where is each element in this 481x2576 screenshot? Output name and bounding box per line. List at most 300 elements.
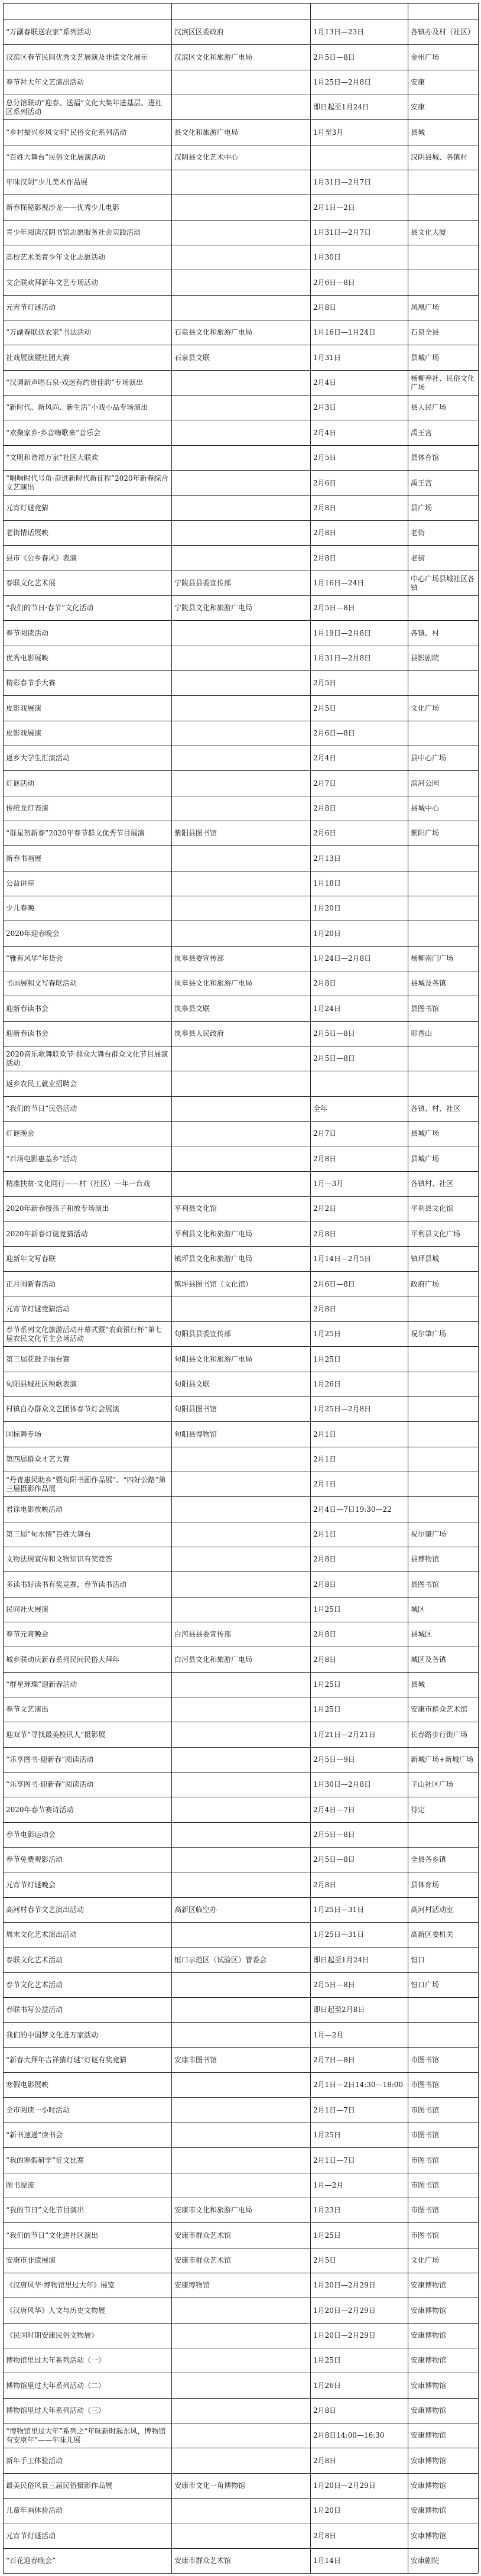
activity-name-cell: 皮影戏展演 — [6, 729, 42, 737]
location-cell — [408, 596, 478, 620]
location-cell: 县城广场 — [411, 1129, 440, 1138]
organizer-cell — [172, 1673, 310, 1697]
organizer-cell — [172, 2173, 310, 2198]
activity-name-cell: 周末文化艺术演出活动 — [6, 1930, 77, 1939]
time-cell: 2月5日 — [313, 453, 337, 462]
activity-name-cell: 博物馆里过大年系列活动（二） — [6, 2381, 106, 2390]
location-cell: 县城广场 — [411, 353, 440, 362]
organizer-cell — [172, 1722, 310, 1747]
time-cell: 2月4日 — [313, 754, 337, 762]
activity-name-cell: 元宵节灯谜晚会 — [6, 1880, 56, 1889]
organizer-cell — [172, 2073, 310, 2097]
time-cell: 2月8日 — [313, 1655, 337, 1664]
location-cell: 县影剧院 — [411, 654, 440, 662]
location-cell — [408, 1472, 478, 1496]
location-cell: 新城广场+新城广场 — [411, 1755, 474, 1764]
time-cell: 1月20日 — [313, 904, 341, 912]
organizer-cell — [172, 2523, 310, 2548]
activity-name-cell: 高校艺术类青少年文化志愿活动 — [6, 253, 106, 261]
location-cell: 杨柳南门广场 — [411, 954, 454, 963]
activity-name-cell: “汉调新声唱石泉·戏迷有约贵佳韵”专场演出 — [6, 378, 144, 387]
organizer-cell: 汉滨区区委政府 — [174, 28, 225, 36]
activity-name-cell: 第三届“旬水情”百姓大舞台 — [6, 1530, 92, 1538]
activity-name-cell: 迎新春读书会 — [6, 1029, 49, 1038]
time-cell: 即日起至2月8日 — [313, 2005, 365, 2014]
activity-name-cell: 国标舞专场 — [6, 1430, 42, 1438]
time-cell: 2月5日—9日 — [313, 1755, 355, 1764]
location-cell: 文化广场 — [411, 704, 440, 712]
time-cell: 1月31日—2月8日 — [313, 654, 372, 662]
organizer-cell — [172, 371, 310, 395]
activity-name-cell: 社戏展演暨社团大赛 — [6, 353, 70, 362]
activity-name-cell: 返乡大学生汇演活动 — [6, 754, 70, 762]
time-cell — [311, 145, 408, 170]
activity-name-cell: 2020年春节赛诗活动 — [6, 1805, 74, 1814]
location-cell — [408, 721, 478, 746]
activity-name-cell: 春节元宵晚会 — [6, 1630, 49, 1638]
location-cell: 老街 — [411, 553, 425, 562]
location-cell: 文化广场 — [411, 2256, 440, 2264]
organizer-cell — [172, 471, 310, 495]
time-cell: 2月6日 — [313, 478, 337, 487]
time-cell: 1月24日 — [313, 1004, 341, 1013]
activity-name-cell: 老街情话展映 — [6, 529, 49, 537]
activity-name-cell: 新年手工体验活动 — [6, 2456, 63, 2465]
header-activity-name — [4, 4, 171, 20]
location-cell — [408, 1823, 478, 1847]
location-cell: 县博物馆 — [411, 1555, 440, 1563]
location-cell: 镇坪县城 — [411, 1255, 440, 1263]
activity-name-cell: 最美民俗风景三届民俗摄影作品展 — [6, 2481, 113, 2490]
organizer-cell — [172, 1748, 310, 1772]
activity-name-cell: 新春探秘影视沙龙——优秀少儿电影 — [6, 203, 120, 212]
location-cell — [408, 1998, 478, 2022]
activity-name-cell: “欢聚家乡·乡音嗨歌来”音乐会 — [6, 428, 101, 437]
time-cell: 1月—2月 — [313, 2181, 344, 2189]
organizer-cell — [172, 1472, 310, 1496]
time-cell: 1月20日—2月29日 — [313, 2481, 376, 2490]
time-cell: 1月16日—24日 — [313, 579, 365, 587]
location-cell: 各镇、村 — [411, 628, 440, 637]
organizer-cell — [172, 546, 310, 571]
organizer-cell: 安康市文化一角博物馆 — [174, 2481, 246, 2490]
time-cell: 1月19日—2月8日 — [313, 628, 372, 637]
location-cell: 安康博物馆 — [411, 2406, 447, 2415]
activity-name-cell: “万副春联送农家”书法活动 — [6, 328, 92, 336]
organizer-cell — [172, 1547, 310, 1571]
organizer-cell — [172, 420, 310, 445]
location-cell: 市图书馆 — [411, 2156, 440, 2165]
location-cell: 汉阴县城、各镇村 — [411, 153, 468, 161]
location-cell — [408, 1046, 478, 1071]
location-cell: 耶香山 — [411, 1029, 433, 1038]
location-cell: 县城及各镇 — [411, 979, 447, 987]
location-cell: 安康博物馆 — [411, 2281, 447, 2289]
time-cell: 2月5日 — [313, 2256, 337, 2264]
activity-name-cell: 安康市非遗展演 — [6, 2256, 56, 2264]
time-cell: 2月7日 — [313, 1129, 337, 1138]
organizer-cell: 白河县县委宣传部 — [174, 1630, 232, 1638]
location-cell: 长春路步行街广场 — [411, 1730, 468, 1739]
activity-name-cell: 春节拜大年文艺演出活动 — [6, 78, 84, 86]
activity-name-cell: 第四届群众才艺大赛 — [6, 1455, 70, 1463]
activity-name-cell: 新春书画展 — [6, 854, 42, 863]
organizer-cell — [172, 1823, 310, 1847]
location-cell: 全县各乡镇 — [411, 1855, 447, 1864]
location-cell: 禹王宫 — [411, 478, 433, 487]
time-cell: 全年 — [313, 1104, 328, 1113]
location-cell: 各镇、村、社区 — [411, 1104, 461, 1113]
time-cell: 1月25日—2月8日 — [313, 1405, 372, 1413]
activity-name-cell: 少儿春晚 — [6, 904, 35, 912]
organizer-cell: 汉阴县文化艺术中心 — [174, 153, 239, 161]
time-cell: 1月—3月 — [313, 1180, 344, 1188]
location-cell: 安康剧院 — [411, 2556, 440, 2565]
location-cell: 县图书馆 — [411, 1580, 440, 1589]
time-cell: 2月5日—8日 — [313, 1054, 355, 1062]
time-cell: 1月25日 — [313, 1705, 341, 1713]
organizer-cell — [172, 2023, 310, 2047]
time-cell: 2月5日—8日 — [313, 1830, 355, 1839]
organizer-cell — [172, 846, 310, 871]
activity-name-cell: “百场电影惠基乡”活动 — [6, 1154, 77, 1163]
activity-name-cell: 博物馆里过大年系列活动（一） — [6, 2356, 106, 2364]
location-cell: 安康 — [411, 78, 425, 86]
organizer-cell — [172, 1122, 310, 1146]
location-cell: 安康 — [411, 103, 425, 111]
time-cell: 2月1日 — [313, 1430, 337, 1438]
time-cell: 2月8日14:00—16:30 — [313, 2431, 385, 2439]
organizer-cell — [172, 621, 310, 646]
location-cell: 市图书馆 — [411, 2056, 440, 2064]
time-cell: 1月21日—2月21日 — [313, 1730, 376, 1739]
location-cell: 安康市群众艺术馆 — [411, 1705, 468, 1713]
activity-name-cell: “我的节日”文化节目演出 — [6, 2206, 84, 2214]
time-cell: 2月8日 — [313, 979, 337, 987]
organizer-cell: 紫阳县图书馆 — [174, 829, 217, 837]
location-cell: 市图书馆 — [411, 2231, 440, 2240]
time-cell: 2月4日 — [313, 378, 337, 387]
organizer-cell — [172, 245, 310, 270]
activity-name-cell: “丹青惠民助乡“暨旬阳书画作品展”、“四好公路”第三届摄影作品展 — [6, 1475, 166, 1493]
activity-name-cell: 春节免费观影活动 — [6, 1855, 63, 1864]
location-cell — [408, 1347, 478, 1372]
time-cell: 1月31日—2月7日 — [313, 178, 372, 186]
time-cell: 1月26日 — [313, 1380, 341, 1388]
location-cell: 凤凰广场 — [411, 303, 440, 312]
organizer-cell — [172, 296, 310, 320]
activity-name-cell: 精彩春节手大赛 — [6, 679, 56, 687]
location-cell: 县城广场 — [411, 1154, 440, 1163]
organizer-cell — [172, 1923, 310, 1947]
organizer-cell — [172, 771, 310, 796]
location-cell: 子山社区广场 — [411, 1780, 454, 1788]
location-cell — [408, 270, 478, 295]
organizer-cell — [172, 1872, 310, 1897]
activity-name-cell: “乡村振兴乡风文明”民俗文化系列活动 — [6, 128, 127, 137]
activity-name-cell: 元宵节灯谜竞猜活动 — [6, 1305, 70, 1313]
location-cell: 安康博物馆 — [411, 2456, 447, 2465]
time-cell: 2月8日 — [313, 553, 337, 562]
location-cell: 待定 — [411, 1805, 425, 1814]
organizer-cell — [172, 646, 310, 670]
time-cell: 1月30日 — [313, 253, 341, 261]
time-cell: 1月25日 — [313, 1355, 341, 1363]
time-cell: 2月5日—8日 — [313, 1855, 355, 1864]
activity-name-cell: “我们的节日·春节”文化活动 — [6, 604, 94, 612]
activity-name-cell: 青少年阅读汉阴书馆志愿服务社会实践活动 — [6, 228, 141, 236]
time-cell: 2月5日—8日 — [313, 1029, 355, 1038]
location-cell: 中心广场县城社区各镇 — [411, 574, 475, 592]
activity-name-cell: 县市《公乡春风》表演 — [6, 553, 77, 562]
activity-name-cell: 精准扶贫·文化同行——村（社区）一年一台戏 — [6, 1180, 150, 1188]
organizer-cell: 安康市群众艺术馆 — [174, 2231, 232, 2240]
activity-name-cell: 正月闹新春活动 — [6, 1279, 56, 1288]
location-cell: 各镇办及村（社区） — [411, 28, 475, 36]
activity-name-cell: 返乡农民工就业招聘会 — [6, 1079, 77, 1088]
organizer-cell — [172, 671, 310, 695]
location-cell: 老街 — [411, 529, 425, 537]
time-cell: 1月25日 — [313, 1680, 341, 1689]
activity-name-cell: “群星贺新春”2020年春节群文优秀节目展演 — [6, 829, 145, 837]
activity-name-cell: “雅有风华”年货会 — [6, 954, 63, 963]
time-cell: 2月4日—7日 — [313, 1805, 355, 1814]
activity-name-cell: 春节电影运动会 — [6, 1830, 56, 1839]
location-cell: 金州广场 — [411, 53, 440, 61]
organizer-cell: 高新区临空办 — [174, 1906, 217, 1914]
activity-name-cell: 儿童年画体验活动 — [6, 2506, 63, 2515]
activity-name-cell: 春节系列文化旅游活动开幕式暨“农商银行杯”第七届农民文化节主会场活动 — [6, 1325, 162, 1343]
time-cell: 2月2日 — [313, 1204, 337, 1213]
organizer-cell: 汉滨区文化和旅游广电局 — [174, 53, 253, 61]
organizer-cell — [172, 2098, 310, 2123]
location-cell: 安康博物馆 — [411, 2381, 447, 2390]
activity-name-cell: 博物馆里过大年系列活动（三） — [6, 2406, 106, 2415]
activity-name-cell: 《民国时期安康民俗文物展》 — [6, 2331, 99, 2340]
organizer-cell — [172, 396, 310, 420]
location-cell — [408, 846, 478, 871]
activity-name-cell: 旬阳县城社区秧歌表演 — [6, 1380, 77, 1388]
organizer-cell — [172, 796, 310, 821]
organizer-cell: 旬阳县文化和旅游广电局 — [174, 1355, 253, 1363]
activity-name-cell: 书画展和文写春联活动 — [6, 979, 77, 987]
organizer-cell: 平利县文化馆 — [174, 1204, 217, 1213]
organizer-cell: 岚皋县文联 — [174, 1004, 210, 1013]
activity-name-cell: “博物馆里过大年”系列之“年味新时起东风，博物馆有安康年”——年味儿展 — [6, 2426, 166, 2444]
time-cell: 2月6日—8日 — [313, 1279, 355, 1288]
location-cell: 高新区委机关 — [411, 1930, 454, 1939]
time-cell: 1月至3月 — [313, 128, 344, 137]
location-cell: 县体育场 — [411, 1880, 440, 1889]
organizer-cell — [172, 871, 310, 896]
time-cell: 1月14日—2月5日 — [313, 1255, 372, 1263]
time-cell: 1月18日 — [313, 879, 341, 887]
organizer-cell: 镇坪县图书馆（文化馆） — [174, 1279, 253, 1288]
location-cell: 禹王宫 — [411, 428, 433, 437]
time-cell: 1月24日—2月8日 — [313, 954, 372, 963]
location-cell: 滨河公园 — [411, 779, 440, 788]
time-cell: 1月25日—2月8日 — [313, 78, 372, 86]
organizer-cell: 安康市图书馆 — [174, 2056, 217, 2064]
time-cell: 2月8日 — [313, 2531, 337, 2540]
time-cell: 2月8日 — [313, 1630, 337, 1638]
time-cell: 2月5日—8日 — [313, 604, 355, 612]
activity-name-cell: “我们的节日”民俗活动 — [6, 1104, 77, 1113]
location-cell: 市图书馆 — [411, 2206, 440, 2214]
time-cell: 2月8日 — [313, 1880, 337, 1889]
time-cell: 2月4日 — [313, 428, 337, 437]
organizer-cell — [172, 1973, 310, 1997]
location-cell — [408, 671, 478, 695]
time-cell: 2月7日 — [313, 779, 337, 788]
activity-name-cell: 村镇自办群众文艺团体春节灯会展演 — [6, 1405, 120, 1413]
organizer-cell: 旬阳县图书馆 — [174, 1405, 217, 1413]
location-cell: 县体育馆 — [411, 453, 440, 462]
organizer-cell — [172, 2499, 310, 2523]
time-cell: 2月8日 — [313, 2406, 337, 2415]
location-cell: 安康博物馆 — [411, 2356, 447, 2364]
time-cell: 2月5日 — [313, 704, 337, 712]
activity-name-cell: “百姓大舞台”民俗文化展演活动 — [6, 153, 106, 161]
activity-name-cell: 寒假电影展映 — [6, 2081, 49, 2089]
time-cell: 1月30日—2月8日 — [313, 1780, 372, 1788]
organizer-cell: 安康博物馆 — [174, 2281, 210, 2289]
activity-name-cell: “万副春联送农家”系列活动 — [6, 28, 92, 36]
activity-name-cell: 元宵节灯谜活动 — [6, 2531, 56, 2540]
time-cell: 2月6日—8日 — [313, 729, 355, 737]
organizer-cell — [172, 1598, 310, 1622]
time-cell: 即日起至1月24日 — [313, 1955, 369, 1964]
time-cell: 2月1日—2日14:30—18:00 — [313, 2081, 404, 2089]
location-cell: 安康博物馆 — [411, 2506, 447, 2515]
location-cell: 安康博物馆 — [411, 2431, 447, 2439]
organizer-cell — [172, 1998, 310, 2022]
activity-name-cell: 春节文艺演出 — [6, 1705, 49, 1713]
time-cell: 2月8日 — [313, 1580, 337, 1589]
organizer-cell — [172, 270, 310, 295]
activity-name-cell: 城乡联动庆新春系列民间民俗大拜年 — [6, 1655, 120, 1664]
activity-name-cell: 2020年迎春晚会 — [6, 929, 60, 938]
location-cell: 县城区 — [411, 1630, 433, 1638]
location-cell — [408, 1422, 478, 1447]
organizer-cell — [172, 496, 310, 520]
activity-name-cell: 君徐电影放映活动 — [6, 1505, 63, 1514]
location-cell — [408, 896, 478, 921]
organizer-cell — [172, 1572, 310, 1597]
organizer-cell — [172, 1146, 310, 1171]
organizer-cell: 安康市文化和旅游广电局 — [174, 2206, 253, 2214]
time-cell: 1月31日—2月7日 — [313, 228, 372, 236]
time-cell: 1月20日 — [313, 2506, 341, 2515]
location-cell — [408, 1071, 478, 1096]
location-cell: 石泉全县 — [411, 328, 440, 336]
organizer-cell — [172, 1172, 310, 1196]
location-cell: 平利县文化馆 — [411, 1204, 454, 1213]
time-cell: 1月25日—31日 — [313, 1930, 365, 1939]
time-cell: 1月25日 — [313, 2231, 341, 2240]
header-organizer — [172, 4, 310, 20]
activity-name-cell: 2020年新春接孩子和放专场演出 — [6, 1204, 109, 1213]
organizer-cell — [172, 2448, 310, 2473]
activity-name-cell: 灯谜活动 — [6, 779, 35, 788]
header-time — [311, 4, 408, 20]
activity-name-cell: 第三届花鼓子擂台赛 — [6, 1355, 70, 1363]
activity-name-cell: 春联文化艺术活动 — [6, 1955, 63, 1964]
location-cell — [408, 1497, 478, 1522]
location-cell: 县城 — [411, 128, 425, 137]
time-cell: 2月8日 — [313, 804, 337, 812]
location-cell: 安康博物馆 — [411, 2531, 447, 2540]
organizer-cell — [172, 1071, 310, 1096]
activity-name-cell: “新书速递”读书会 — [6, 2131, 63, 2139]
activity-name-cell: 元宵节灯谜活动 — [6, 303, 56, 312]
time-cell: 2月3日 — [313, 403, 337, 411]
location-cell — [408, 1297, 478, 1321]
time-cell: 2月1日 — [313, 1480, 337, 1488]
organizer-cell: 石泉县文联 — [174, 353, 210, 362]
location-cell — [408, 2023, 478, 2047]
activity-name-cell: 春节阅读活动 — [6, 628, 49, 637]
location-cell — [408, 170, 478, 195]
organizer-cell — [172, 1297, 310, 1321]
organizer-cell — [172, 1773, 310, 1797]
organizer-cell — [172, 746, 310, 770]
time-cell: 1月20日—2月29日 — [313, 2281, 376, 2289]
location-cell: 市图书馆 — [411, 2105, 440, 2114]
organizer-cell — [172, 1097, 310, 1121]
location-cell: 恒口广场 — [411, 1981, 440, 1989]
location-cell: 高河村活动室 — [411, 1906, 454, 1914]
time-cell: 2月8日 — [313, 2456, 337, 2465]
activity-name-cell: 迎新年文写春联 — [6, 1255, 56, 1263]
activity-name-cell: “乐享图书·迎新春”阅读活动 — [6, 1755, 94, 1764]
organizer-cell: 镇坪县文化和旅游广电局 — [174, 1255, 253, 1263]
organizer-cell: 岚皋县文化和旅游广电局 — [174, 979, 253, 987]
organizer-cell: 旬阳县县委宣传部 — [174, 1330, 232, 1338]
activity-name-cell: “新春大拜年吉祥猜灯谜”灯谜有奖竞猜 — [6, 2056, 127, 2064]
location-cell: 市图书馆 — [411, 2181, 440, 2189]
time-cell: 2月1日—7日 — [313, 2105, 355, 2114]
header-location — [408, 4, 478, 20]
time-cell: 1月25日 — [313, 2131, 341, 2139]
organizer-cell: 恒口示范区（试验区）管委会 — [174, 1955, 267, 1964]
activity-name-cell: 公益讲座 — [6, 879, 35, 887]
time-cell: 2月6日—8日 — [313, 278, 355, 287]
location-cell: 安康博物馆 — [411, 2481, 447, 2490]
activity-name-cell: “文明和谐福万家”社区大联欢 — [6, 453, 99, 462]
location-cell: 平利县文化广场 — [411, 1229, 461, 1238]
activity-name-cell: 总分馆联动“迎春、送福”文化大集年进基层、进社区系列活动 — [6, 98, 162, 116]
location-cell — [408, 245, 478, 270]
organizer-cell — [172, 1046, 310, 1071]
time-cell: 2月8日 — [313, 1154, 337, 1163]
organizer-cell — [172, 446, 310, 470]
time-cell: 1月31日 — [313, 353, 341, 362]
activity-name-cell: 2020年新春灯谜竞猜活动 — [6, 1229, 88, 1238]
time-cell — [311, 1071, 408, 1096]
organizer-cell — [172, 1848, 310, 1872]
activity-name-cell: 春联书写公益活动 — [6, 2005, 63, 2014]
time-cell: 2月1日 — [313, 1530, 337, 1538]
activity-name-cell: 我们的中国梦文化进万家活动 — [6, 2030, 99, 2039]
organizer-cell — [172, 896, 310, 921]
location-cell: 紫阳广场 — [411, 829, 440, 837]
location-cell: 县图书馆 — [411, 1004, 440, 1013]
location-cell: 政府广场 — [411, 1279, 440, 1288]
activity-name-cell: 春联文化艺术展 — [6, 579, 56, 587]
time-cell: 2月8日 — [313, 303, 337, 312]
organizer-cell — [172, 1497, 310, 1522]
